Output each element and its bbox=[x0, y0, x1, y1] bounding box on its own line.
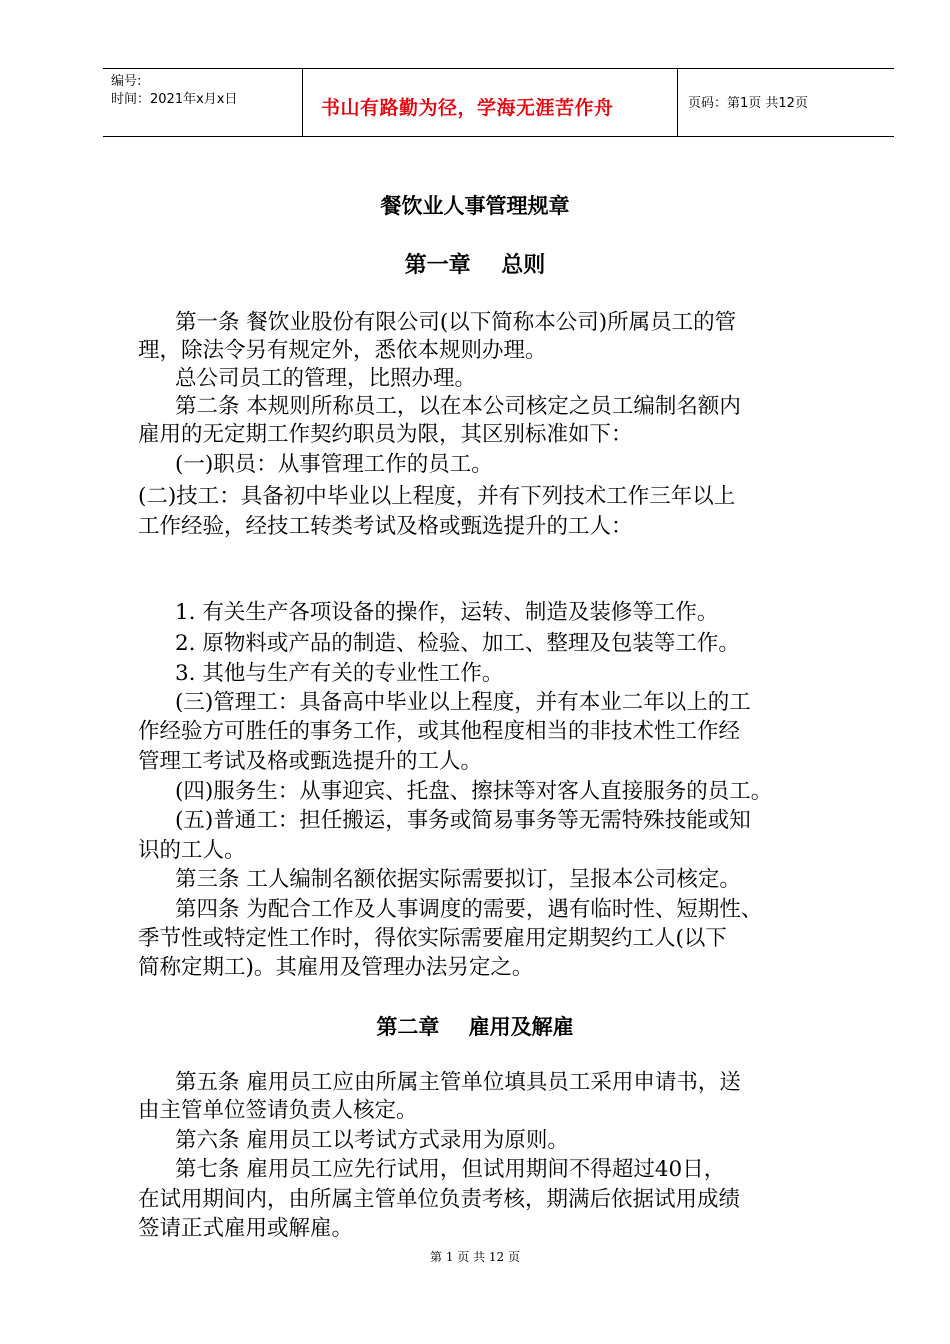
text-line: 识的工人。 bbox=[138, 838, 246, 863]
page-label: 页码：第1页 共12页 bbox=[688, 96, 808, 111]
header-motto-cell bbox=[303, 69, 678, 136]
text-line: 第六条 雇用员工以考试方式录用为原则。 bbox=[175, 1128, 569, 1153]
text-line: (四)服务生：从事迎宾、托盘、擦抹等对客人直接服务的员工。 bbox=[175, 779, 773, 804]
text-line: 雇用的无定期工作契约职员为限，其区别标准如下： bbox=[138, 422, 633, 447]
text-line: 在试用期间内，由所属主管单位负责考核，期满后依据试用成绩 bbox=[138, 1187, 741, 1212]
text-line: 简称定期工)。其雇用及管理办法另定之。 bbox=[138, 955, 534, 980]
time-label: 时间：2021年x月x日 bbox=[111, 92, 238, 107]
document-title: 餐饮业人事管理规章 bbox=[380, 194, 570, 218]
text-line: 管理工考试及格或甄选提升的工人。 bbox=[138, 749, 483, 774]
header-info-cell bbox=[103, 69, 303, 136]
text-line: 由主管单位签请负责人核定。 bbox=[138, 1098, 418, 1123]
text-line: (一)职员：从事管理工作的员工。 bbox=[175, 452, 493, 477]
text-line: 第二条 本规则所称员工，以在本公司核定之员工编制名额内 bbox=[175, 394, 741, 419]
text-line: 作经验方可胜任的事务工作，或其他程度相当的非技术性工作经 bbox=[138, 719, 741, 744]
list-item: 2. 原物料或产品的制造、检验、加工、整理及包装等工作。 bbox=[175, 631, 740, 656]
motto-text: 书山有路勤为径，学海无涯苦作舟 bbox=[321, 97, 614, 119]
page-header bbox=[103, 68, 894, 137]
text-line: (二)技工：具备初中毕业以上程度，并有下列技术工作三年以上 bbox=[138, 484, 736, 509]
number-label: 编号: bbox=[111, 74, 142, 89]
chapter-1-title: 第一章 总则 bbox=[404, 253, 546, 278]
text-line: 第七条 雇用员工应先行试用，但试用期间不得超过40日， bbox=[175, 1157, 726, 1182]
text-line: 工作经验，经技工转类考试及格或甄选提升的工人： bbox=[138, 514, 633, 539]
text-line: 总公司员工的管理，比照办理。 bbox=[175, 366, 477, 391]
header-page-cell bbox=[678, 69, 894, 136]
text-line: (五)普通工：担任搬运，事务或简易事务等无需特殊技能或知 bbox=[175, 808, 751, 833]
text-line: 第三条 工人编制名额依据实际需要拟订，呈报本公司核定。 bbox=[175, 867, 741, 892]
list-item: 1. 有关生产各项设备的操作，运转、制造及装修等工作。 bbox=[175, 600, 719, 625]
page-footer: 第 1 页 共 12 页 bbox=[430, 1250, 520, 1264]
text-line: 第四条 为配合工作及人事调度的需要，遇有临时性、短期性、 bbox=[175, 897, 763, 922]
chapter-2-title: 第二章 雇用及解雇 bbox=[376, 1015, 574, 1039]
text-line: 季节性或特定性工作时，得依实际需要雇用定期契约工人(以下 bbox=[138, 926, 727, 951]
text-line: (三)管理工：具备高中毕业以上程度，并有本业二年以上的工 bbox=[175, 690, 751, 715]
list-item: 3. 其他与生产有关的专业性工作。 bbox=[175, 661, 504, 686]
text-line: 签请正式雇用或解雇。 bbox=[138, 1216, 354, 1241]
text-line: 第五条 雇用员工应由所属主管单位填具员工采用申请书，送 bbox=[175, 1070, 741, 1095]
text-line: 第一条 餐饮业股份有限公司(以下简称本公司)所属员工的管 bbox=[175, 310, 737, 335]
text-line: 理，除法令另有规定外，悉依本规则办理。 bbox=[138, 338, 547, 363]
